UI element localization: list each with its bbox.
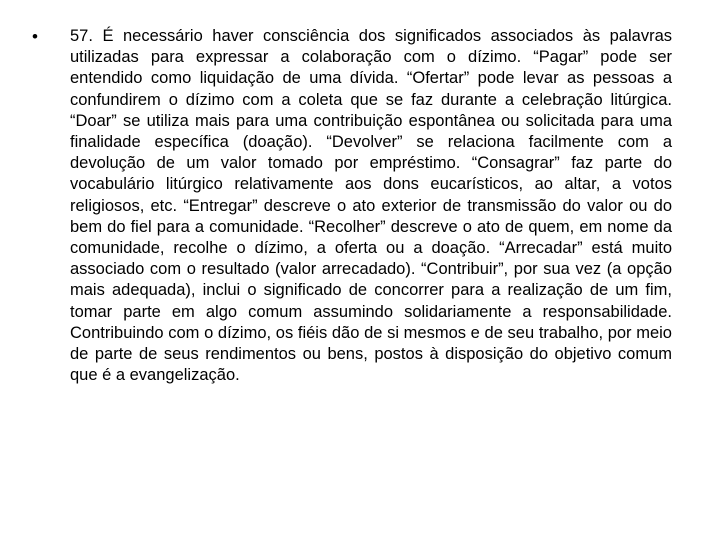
bullet-item <box>32 26 672 386</box>
bullet-icon: • <box>32 27 38 46</box>
paragraph-text: 57. É necessário haver consciência dos significados associados às palavras utilizadas para expressar a colaboração com o dízimo. “Pagar” pode ser entendido como liquidação de uma dívida. “Ofertar” pode levar as pessoas a confundirem o dízimo com a coleta que se faz durante a celebração litúrgica. “Doar” se utiliza mais para uma contribuição espontânea ou solicitada para uma finalidade específica (doação). “Devolver” se relaciona facilmente com a devolução de um valor tomado por empréstimo. “Consagrar” faz parte do vocabulário litúrgico relativamente aos dons eucarísticos, ao altar, a votos religiosos, etc. “Entregar” descreve o ato exterior de transmissão do valor ou do bem do fiel para a comunidade. “Recolher” descreve o ato de quem, em nome da comunidade, recolhe o dízimo, a oferta ou a doação. “Arrecadar” está muito associado com o resultado (valor arrecadado). “Contribuir”, por sua vez (a opção mais adequada), inclui o significado de concorrer para a realização de um fim, tomar parte em algo comum assumindo solidariamente a responsabilidade. Contribuindo com o dízimo, os fiéis dão de si mesmos e de seu trabalho, por meio de parte de seus rendimentos ou bens, postos à disposição do objetivo comum que é a evangelização. <box>70 27 672 385</box>
